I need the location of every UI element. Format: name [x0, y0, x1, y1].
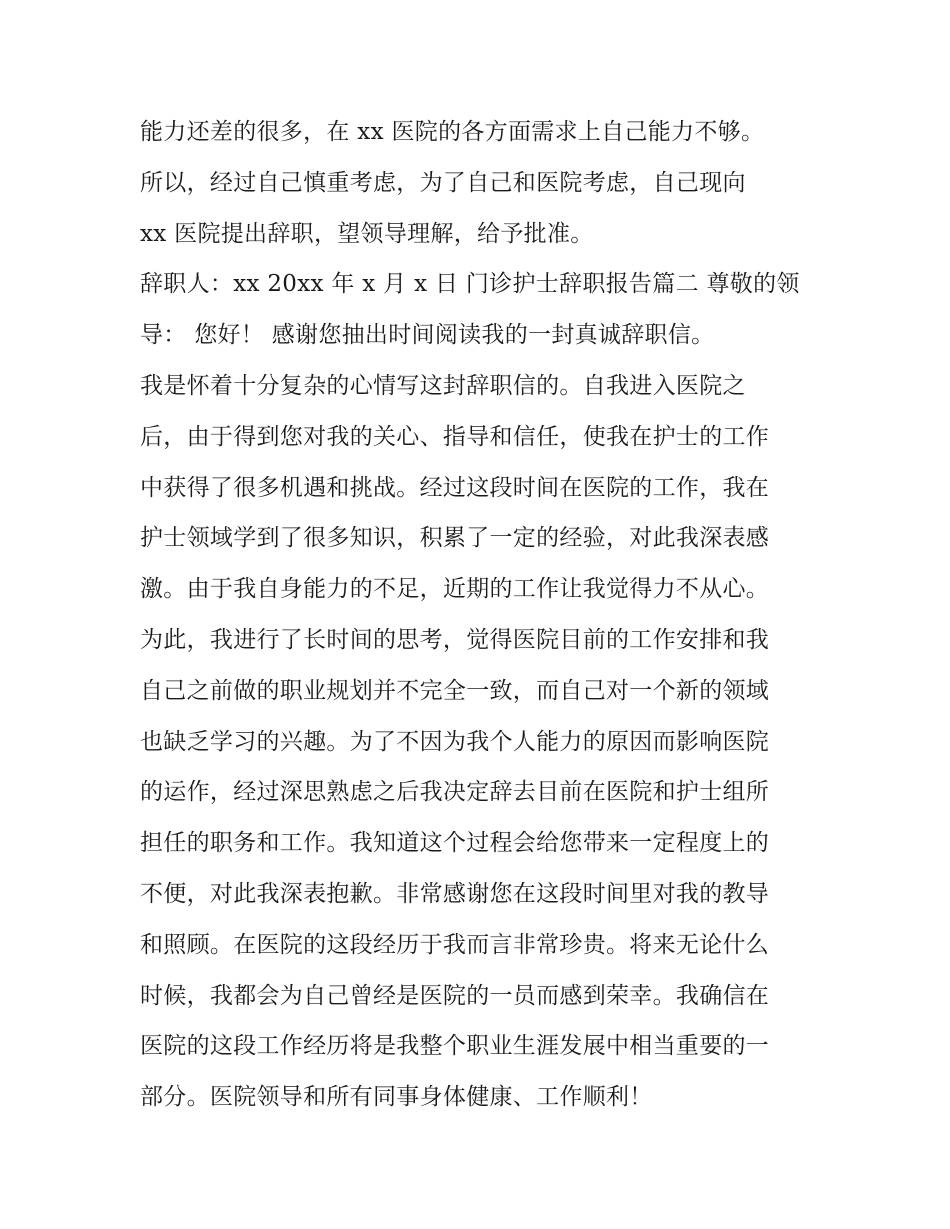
text-line: 医院的这段工作经历将是我整个职业生涯发展中相当重要的一: [140, 1033, 770, 1060]
text-line: 担任的职务和工作。我知道这个过程会给您带来一定程度上的: [140, 830, 770, 857]
text-line: 为此，我进行了长时间的思考，觉得医院目前的工作安排和我: [140, 626, 770, 653]
text-line: 不便，对此我深表抱歉。非常感谢您在这段时间里对我的教导: [140, 880, 770, 907]
text-line: 能力还差的很多，在 xx 医院的各方面需求上自己能力不够。: [140, 119, 765, 145]
text-line: 后，由于得到您对我的关心、指导和信任，使我在护士的工作: [140, 423, 770, 450]
text-line: 和照顾。在医院的这段经历于我而言非常珍贵。将来无论什么: [140, 931, 770, 958]
text-line: xx 医院提出辞职，望领导理解，给予批准。: [140, 220, 594, 247]
text-line: 所以，经过自己慎重考虑，为了自己和医院考虑，自己现向: [140, 169, 746, 196]
text-line: 激。由于我自身能力的不足，近期的工作让我觉得力不从心。: [140, 576, 770, 603]
text-line: 我是怀着十分复杂的心情写这封辞职信的。自我进入医院之: [140, 372, 746, 399]
text-line: 中获得了很多机遇和挑战。经过这段时间在医院的工作，我在: [140, 474, 770, 501]
text-line: 护士领域学到了很多知识，积累了一定的经验，对此我深表感: [140, 525, 770, 552]
document-body: [140, 107, 830, 1123]
text-line: 辞职人：xx 20xx 年 x 月 x 日 门诊护士辞职报告篇二 尊敬的领: [140, 271, 800, 298]
text-line: 导： 您好！ 感谢您抽出时间阅读我的一封真诚辞职信。: [140, 322, 715, 349]
text-line: 时候，我都会为自己曾经是医院的一员而感到荣幸。我确信在: [140, 982, 770, 1009]
text-line: 的运作，经过深思熟虑之后我决定辞去目前在医院和护士组所: [140, 779, 770, 806]
text-line: 也缺乏学习的兴趣。为了不因为我个人能力的原因而影响医院: [140, 728, 770, 755]
text-line: 部分。医院领导和所有同事身体健康、工作顺利！: [140, 1084, 653, 1111]
text-line: 自己之前做的职业规划并不完全一致，而自己对一个新的领域: [140, 677, 770, 704]
